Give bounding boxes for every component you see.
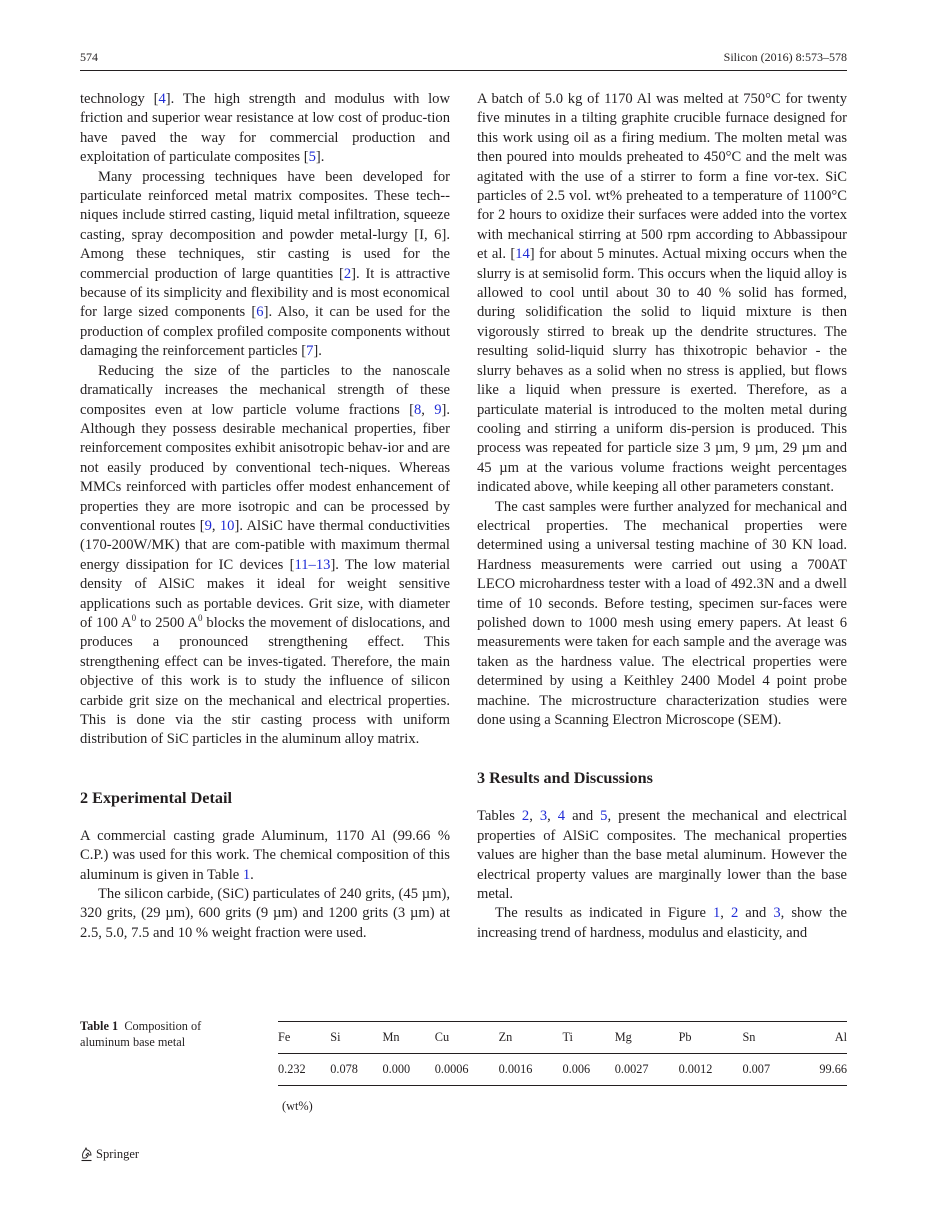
reference-link[interactable]: 14 [515, 246, 530, 263]
table-cell: 0.0006 [435, 1054, 499, 1086]
section-heading: 2 Experimental Detail [80, 788, 232, 807]
figure-link[interactable]: 3 [773, 905, 781, 922]
reference-link[interactable]: 7 [306, 343, 314, 360]
superscript: 0 [198, 612, 203, 623]
table-label: Table 1 [80, 1019, 119, 1033]
column-header: Pb [679, 1022, 743, 1054]
composition-table [278, 1021, 847, 1086]
figure-link[interactable]: 1 [713, 905, 721, 922]
publisher-name: Springer [96, 1147, 140, 1161]
text: , [720, 905, 731, 922]
table-cell: 0.078 [330, 1054, 382, 1086]
reference-link[interactable]: 9 [204, 517, 212, 534]
table-link[interactable]: 4 [557, 808, 566, 825]
text: and [565, 808, 601, 825]
text: The results as indicated in Figure [495, 905, 713, 922]
running-head [80, 50, 847, 70]
table-link[interactable]: 3 [539, 808, 548, 825]
text: , present the mechanical and electrical properties of AlSiC composites. The mechanical properties values are higher than the base metal aluminum. However the electrical property values are marginally lower than the base metal. [477, 808, 848, 903]
table-caption-text: Composition of aluminum base metal [80, 1019, 202, 1049]
text: ]. The low material density of AlSiC makes it ideal for weight sensitive applications such as portable devices. Grit size, with diameter of 100 A [80, 556, 451, 631]
reference-link[interactable]: 6 [256, 304, 264, 321]
text: , show the increasing trend of hardness, modulus and elasticity, and [477, 905, 847, 941]
reference-link[interactable]: 2 [343, 265, 352, 282]
table-cell: 0.0016 [499, 1054, 563, 1086]
paragraph [477, 904, 847, 943]
text: Tables [477, 808, 522, 825]
reference-link[interactable]: 4 [158, 91, 166, 107]
paragraph [80, 362, 450, 750]
column-header: Sn [742, 1022, 794, 1054]
text: ]. Although they possess desirable mechanical properties, fiber reinforcement composites exhibit anisotropic behav-ior and are not easily produced by conventional tech-niques. Whereas MMCs reinforced with particles offer modest enhancement of properties they are more isotropic and can be processed by conventional routes [ [80, 401, 450, 534]
column-header: Zn [499, 1022, 563, 1054]
reference-link[interactable]: 8 [413, 401, 422, 418]
text: ]. Also, it can be used for the production of complex profiled composite components without damaging the reinforcement particles [ [80, 304, 450, 360]
reference-link[interactable]: 9 [434, 401, 442, 418]
text: ]. It is attractive because of its simplicity and flexibility and is most economical for large sized components [ [80, 265, 450, 321]
text: . [250, 866, 254, 883]
table-cell: 0.007 [742, 1054, 794, 1086]
section-heading: 3 Results and Discussions [477, 769, 653, 788]
paragraph [80, 827, 450, 885]
paragraph [80, 90, 450, 168]
table-header-row [278, 1022, 847, 1054]
table-cell: 0.0027 [615, 1054, 679, 1086]
text: blocks the movement of dislocations, and produces a pronounced strengthening effect. This strengthening effect can be inves-tigated. Therefore, the main objective of this work is to study the influence of silicon carbide grit size on the mechanical and electrical properties. This is done via the stir casting process with uniform distribution of SiC particles in the aluminum alloy matrix. [80, 614, 451, 748]
table-cell: 0.006 [562, 1054, 614, 1086]
column-header: Ti [562, 1022, 614, 1054]
text: , [421, 401, 435, 418]
paragraph: The cast samples were further analyzed for mechanical and electrical properties. The mechanical properties were determined using a universal testing machine of 30 KN load. Hardness measurements were carried out using a 700AT LECO microhardness tester with a load of 492.3N and a dwell time of 10 seconds. Before testing, specimen sur-faces were polished down to 1000 mesh using emery papers. At least 6 measurements were taken for each sample and the average was taken as the hardness value. The electrical properties were determined by using a Keithley 2400 Model 4 point probe machine. The microstructure characterization studies were done using a Scanning Electron Microscope (SEM). [477, 498, 847, 728]
table-link[interactable]: 1 [242, 866, 251, 883]
column-header: Fe [278, 1022, 330, 1054]
table-cell: 0.000 [383, 1054, 435, 1086]
text: , [529, 808, 540, 825]
figure-link[interactable]: 2 [730, 905, 739, 922]
text: , [211, 517, 220, 534]
right-column [477, 90, 847, 943]
text: ]. The high strength and modulus with low friction and superior wear resistance at low cost of produc-tion have paved the way for commercial production and exploitation of particulate composites [ [80, 91, 450, 166]
springer-horse-icon [80, 1147, 93, 1162]
paragraph [477, 90, 847, 498]
header-rule [80, 70, 847, 71]
table-cell: 0.232 [278, 1054, 330, 1086]
table-link[interactable]: 2 [521, 808, 530, 825]
superscript: 0 [131, 612, 137, 623]
paragraph: The silicon carbide, (SiC) particulates of 240 grits, (45 µm), 320 grits, (29 µm), 600 grits (9 µm) and 1200 grits (3 µm) at 2.5, 5.0, 7.5 and 10 % weight fraction were used. [80, 886, 450, 941]
text: ]. [313, 343, 322, 360]
page-number: 574 [80, 50, 98, 64]
publisher-footer [80, 1147, 139, 1162]
column-header: Si [330, 1022, 382, 1054]
paragraph [477, 807, 847, 904]
column-header: Al [795, 1022, 847, 1054]
text: technology [ [80, 91, 159, 107]
left-column [80, 90, 450, 943]
column-header: Mg [615, 1022, 679, 1054]
table-link[interactable]: 5 [600, 808, 608, 825]
reference-link[interactable]: 11–13 [294, 556, 331, 573]
text: ]. AlSiC have thermal conductivities (170-200W/MK) that are com-patible with maximum thermal energy dissipation for IC devices [ [80, 517, 450, 573]
text: A commercial casting grade Aluminum, 1170 Al (99.66 % C.P.) was used for this work. The chemical composition of this aluminum is given in Table [80, 827, 450, 883]
reference-link[interactable]: 5 [308, 149, 316, 166]
paragraph [80, 168, 450, 362]
reference-link[interactable]: 10 [219, 517, 235, 534]
text: ]. [315, 149, 325, 166]
table-caption [80, 1018, 250, 1050]
text: to 2500 A [136, 614, 199, 631]
text: Reducing the size of the particles to the nanoscale dramatically increases the mechanical strength of these composites even at low particle volume fractions [ [80, 362, 450, 418]
journal-citation: Silicon (2016) 8:573–578 [723, 50, 847, 64]
text: and [738, 905, 774, 922]
column-header: Cu [435, 1022, 499, 1054]
text: ] for about 5 minutes. Actual mixing occurs when the slurry is at semisolid form. This occurs when the liquid alloy is allowed to cool until about 30 to 40 % solid has formed, during solidification the solid to liquid mixture is then vigorously stirred to break up the dendrite structures. The resulting solid-liquid slurry has thixotropic behavior - the slurry behaves as a solid when no stress is applied, but flows like a liquid when pressure is exerted. Therefore, as a particulate material is introduced to the molten metal during cooling and stirring a uniform dis-persion is produced. This process was repeated for particle size 3 µm, 9 µm, 29 µm and 45 µm at the various volume fractions weight percentages indicated above, while keeping all other parameters constant. [477, 246, 848, 496]
table-unit-note: (wt%) [282, 1099, 313, 1113]
text: Many processing techniques have been developed for particulate reinforced metal matrix composites. These tech-niques include stirred casting, liquid metal infiltration, squeeze casting, spray decomposition and powder metal-lurgy [I, 6]. Among these techniques, stir casting is used for the commercial production of large quantities [ [80, 168, 450, 282]
text: , [547, 808, 558, 825]
table-row [278, 1054, 847, 1086]
table-cell: 99.66 [795, 1054, 847, 1086]
table-cell: 0.0012 [679, 1054, 743, 1086]
text: A batch of 5.0 kg of 1170 Al was melted at 750°C for twenty five minutes in a tilting graphite crucible furnace designed for this work using oil as a firing medium. The molten metal was then poured into moulds preheated to 450°C and the melt was agitated with the use of a stirrer to form a fine vor-tex. SiC particles of 2.5 vol. wt% preheated to a temperature of 1100°C for 2 hours to oxidize their surfaces were added into the vortex with mechanical stirring at 500 rpm according to Abbassipour et al. [ [477, 91, 847, 263]
column-header: Mn [383, 1022, 435, 1054]
